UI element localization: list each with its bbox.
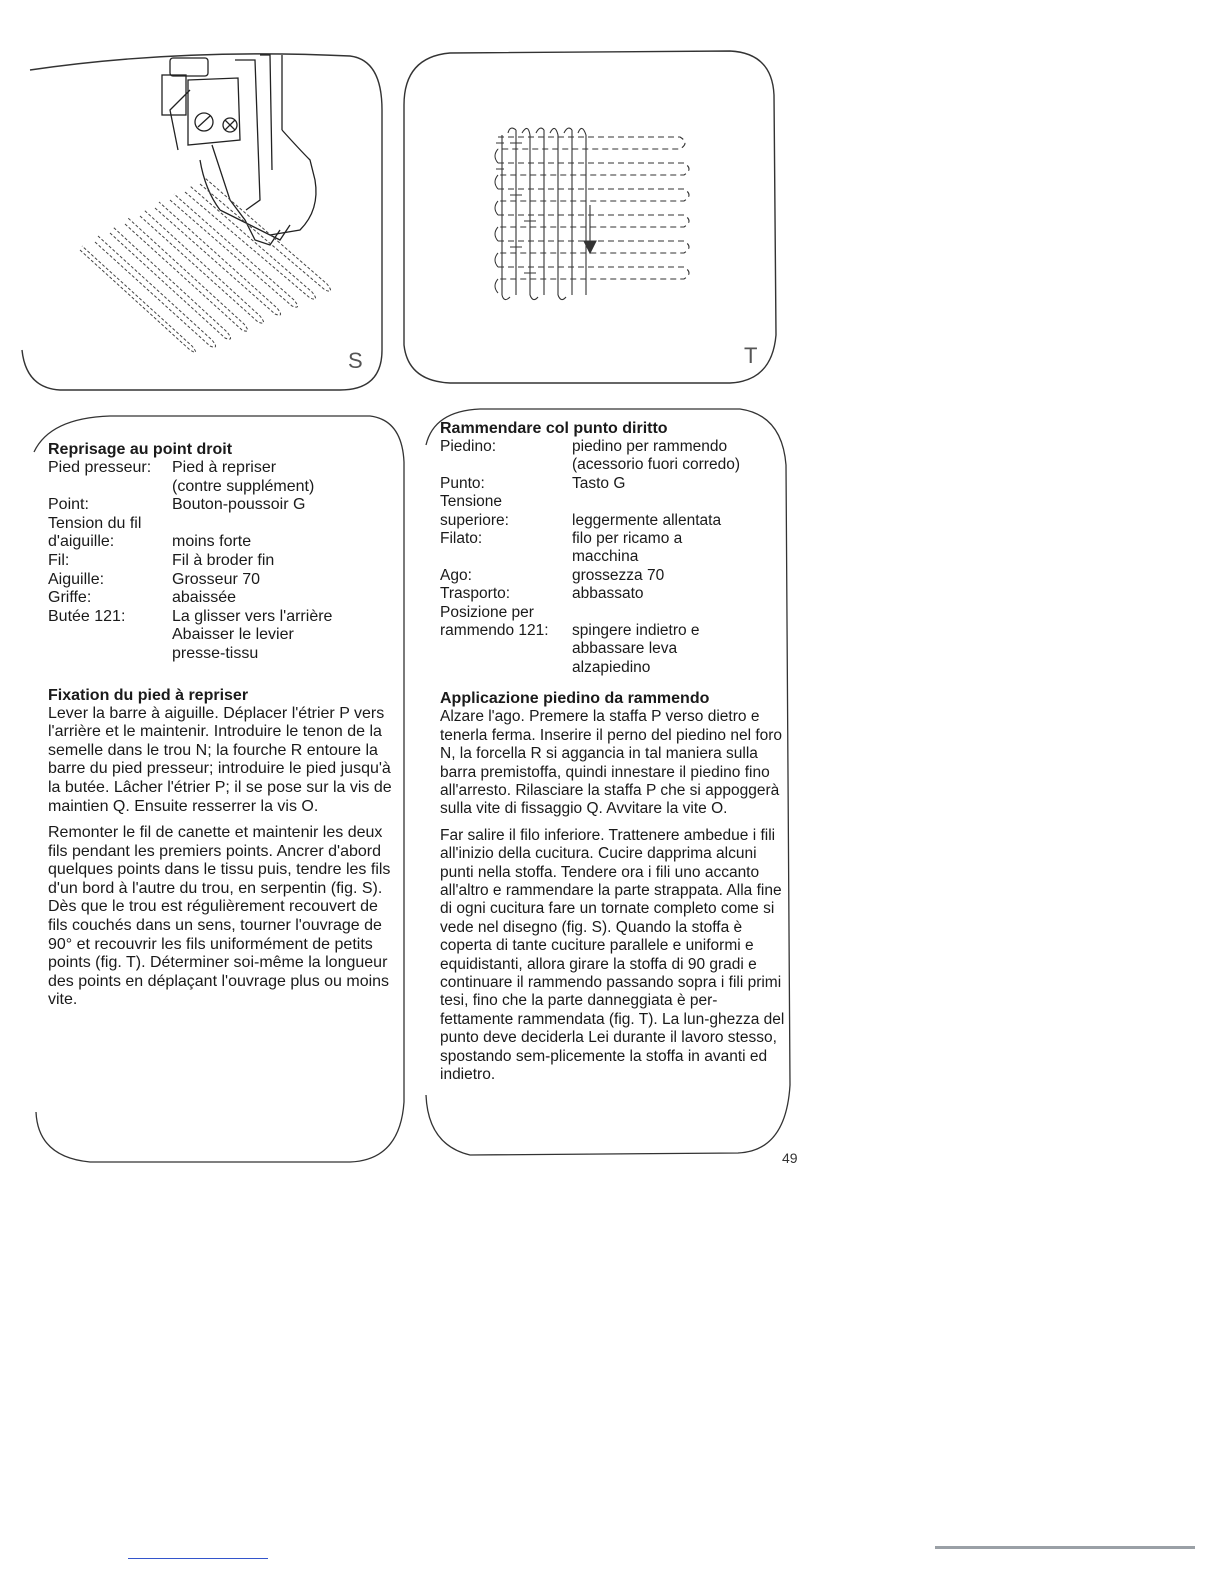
italian-text <box>440 419 785 1084</box>
italian-subtitle: Applicazione piedino da rammendo <box>440 690 710 708</box>
spec-key: Filato: <box>440 530 483 548</box>
spec-key: Griffe: <box>48 589 92 607</box>
figure-s-panel <box>20 50 390 395</box>
spec-value: moins forte <box>172 533 252 551</box>
figure-t-panel <box>400 45 785 390</box>
french-subtitle: Fixation du pied à repriser <box>48 686 249 704</box>
spec-key: Pied presseur: <box>48 459 152 476</box>
spec-key: Tensione superiore: <box>440 493 509 529</box>
spec-value: abaissée <box>172 589 237 607</box>
spec-key: Point: <box>48 496 89 514</box>
italian-panel <box>420 405 795 1160</box>
spec-value: Grosseur 70 <box>172 570 261 588</box>
figure-s-label: S <box>348 348 363 373</box>
spec-value: Tasto G <box>572 474 626 492</box>
spec-value: Pied à repriser (contre supplément) <box>172 459 315 495</box>
italian-paragraph: Far salire il filo inferiore. Trattenere ambedue i fili all'inizio della cucitura. Cucire dapprima alcuni punti nella stoffa. Tendere ora i fili uno accanto all'altro e rammendare la parte strappata. Alla fine di ogni cucitura fare un tornate completo come si vede nel disegno (fig. S). Quando la stoffa è coperta di tante cuciture parallele e uniformi e equidistanti, allora girare la stoffa di 90 gradi e continuare il rammendo passando sopra i fili primi tesi, fino che la parte danneggiata è per-fettamente rammendata (fig. T). La lun-ghezza del punto deve deciderla Lei durante il lavoro stesso, spostando sem-plicemente la stoffa in avanti ed indietro. <box>440 826 785 1083</box>
page-number: 49 <box>782 1150 798 1166</box>
spec-value: Bouton-poussoir G <box>172 496 306 514</box>
figure-t-label: T <box>744 343 758 368</box>
presser-foot-illustration <box>20 50 390 395</box>
italian-title: Rammendare col punto diritto <box>440 420 668 437</box>
spec-value: filo per ricamo a macchina <box>572 530 683 566</box>
french-title: Reprisage au point droit <box>48 441 233 458</box>
spec-value: leggermente allentata <box>572 511 722 529</box>
spec-value: Fil à broder fin <box>172 551 275 569</box>
spec-key: Ago: <box>440 566 472 584</box>
spec-key: Aiguille: <box>48 570 105 588</box>
french-specs <box>48 459 398 664</box>
spec-key: Tension du fil d'aiguille: <box>48 514 142 551</box>
french-text <box>48 440 398 1010</box>
blue-rule <box>128 1558 268 1559</box>
spec-key: Piedino: <box>440 438 497 455</box>
spec-key: Butée 121: <box>48 607 126 625</box>
italian-specs <box>440 438 785 677</box>
spec-key: Fil: <box>48 551 70 569</box>
french-paragraph: Lever la barre à aiguille. Déplacer l'étrier P vers l'arrière et le maintenir. Introduire le tenon de la semelle dans le trou N; la fourche R entoure la barre du pied presseur; introduire le pied jusqu'à la butée. Lâcher l'étrier P; il se pose sur la vis de maintien Q. Ensuite resserrer la vis O. <box>48 704 392 815</box>
spec-value: abbassato <box>572 585 644 603</box>
french-paragraph: Remonter le fil de canette et maintenir les deux fils pendant les premiers points. Ancrer d'abord quelques points dans le tissu puis, tendre les fils d'un bord à l'autre du trou, en serpentin (fig. S). Dès que le trou est régulièrement recouvert de fils couchés dans un sens, tourner l'ouvrage de 90° et recouvrir les fils uniformément de petits points (fig. T). Déterminer soi-même la longueur des points en déplaçant l'ouvrage plus ou moins vite. <box>48 824 391 1009</box>
spec-value: grossezza 70 <box>572 566 665 584</box>
darn-grid-illustration <box>400 45 785 390</box>
french-panel <box>30 412 410 1167</box>
spec-key: Trasporto: <box>440 585 511 603</box>
italian-paragraph: Alzare l'ago. Premere la staffa P verso dietro e tenerla ferma. Inserire il perno del piedino nel foro N, la forcella R si aggancia in tal maniera sulla barra premistoffa, quindi innestare il piedino fino all'arresto. Rilasciare la staffa P che si appoggerà sulla vite di fissaggio Q. Avvitare la vite O. <box>440 708 783 818</box>
spec-value: spingere indietro e abbassare leva alzapiedino <box>572 622 700 676</box>
spec-key: Punto: <box>440 474 485 492</box>
spec-value: La glisser vers l'arrière Abaisser le levier presse-tissu <box>172 607 333 662</box>
spec-value: piedino per rammendo (acessorio fuori corredo) <box>572 438 740 474</box>
spec-key: Posizione per rammendo 121: <box>440 603 549 640</box>
gray-rule <box>935 1546 1195 1549</box>
